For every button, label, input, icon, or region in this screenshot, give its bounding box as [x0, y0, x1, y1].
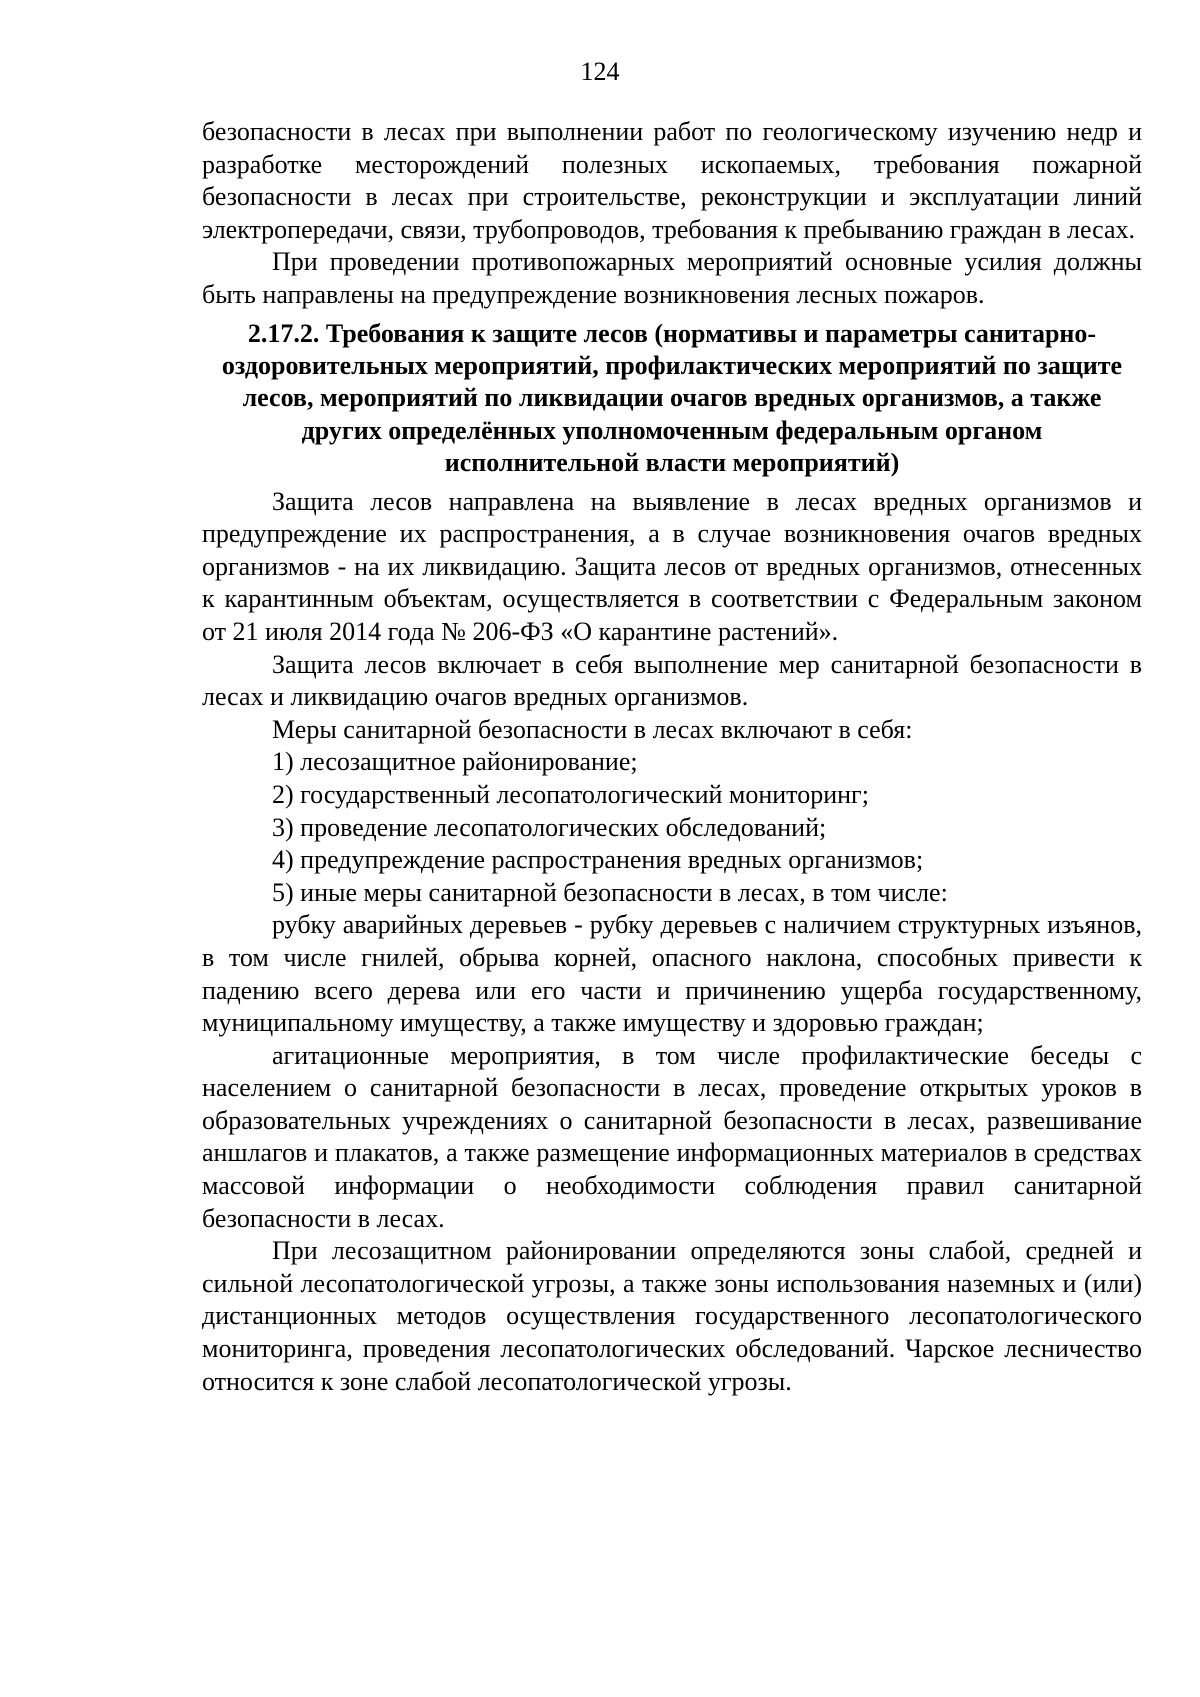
section-heading: 2.17.2. Требования к защите лесов (нормативы и параметры санитарно-оздоровительных мероприятий, профилактических мероприятий по защите лесов, мероприятий по ликвидации очагов вредных организмов, а также других определённых уполномоченным федеральным органом исполнительной власти мероприятий) [221, 318, 1123, 478]
page-number: 124 [580, 57, 620, 86]
paragraph-hazard-trees: рубку аварийных деревьев - рубку деревьев с наличием структурных изъянов, в том числе гнилей, обрыва корней, опасного наклона, способных привести к падению всего дерева или его части и причинению ущерба государственному, муниципальному имуществу, а также имуществу и здоровью граждан; [202, 910, 1142, 1038]
list-item: 1) лесозащитное районирование; [272, 747, 638, 777]
list-item: 2) государственный лесопатологический мониторинг; [272, 779, 869, 809]
list-item: 4) предупреждение распространения вредных организмов; [272, 845, 924, 875]
paragraph-awareness: агитационные мероприятия, в том числе профилактические беседы с населением о санитарной безопасности в лесах, проведение открытых уроков в образовательных учреждениях о санитарной безопасности в лесах, развешивание аншлагов и плакатов, а также размещение информационных материалов в средствах массовой информации о необходимости соблюдения правил санитарной безопасности в лесах. [202, 1040, 1142, 1233]
paragraph-forest-protection: Защита лесов направлена на выявление в лесах вредных организмов и предупреждение их распространения, а в случае возникновения очагов вредных организмов - на их ликвидацию. Защита лесов от вредных организмов, отнесенных к карантинным объектам, осуществляется в соответствии с Федеральным законом от 21 июля 2014 года № 206-ФЗ «О карантине растений». [202, 486, 1142, 646]
paragraph-protection-includes: Защита лесов включает в себя выполнение мер санитарной безопасности в лесах и ликвидацию очагов вредных организмов. [202, 649, 1142, 712]
paragraph-zoning: При лесозащитном районировании определяются зоны слабой, средней и сильной лесопатологической угрозы, а также зоны использования наземных и (или) дистанционных методов осуществления государственного лесопатологического мониторинга, проведения лесопатологических обследований. Чарское лесничество относится к зоне слабой лесопатологической угрозы. [202, 1236, 1142, 1396]
paragraph-measures-intro: Меры санитарной безопасности в лесах включают в себя: [272, 714, 913, 744]
paragraph-continuation: безопасности в лесах при выполнении работ по геологическому изучению недр и разработке месторождений полезных ископаемых, требования пожарной безопасности в лесах при строительстве, реконструкции и эксплуатации линий электропередачи, связи, трубопроводов, требования к пребыванию граждан в лесах. [202, 117, 1142, 244]
paragraph-fire-measures: При проведении противопожарных мероприятий основные усилия должны быть направлены на предупреждение возникновения лесных пожаров. [202, 247, 1142, 309]
list-item: 5) иные меры санитарной безопасности в лесах, в том числе: [272, 877, 948, 907]
list-item: 3) проведение лесопатологических обследований; [272, 812, 827, 842]
page-content [202, 116, 1142, 1398]
